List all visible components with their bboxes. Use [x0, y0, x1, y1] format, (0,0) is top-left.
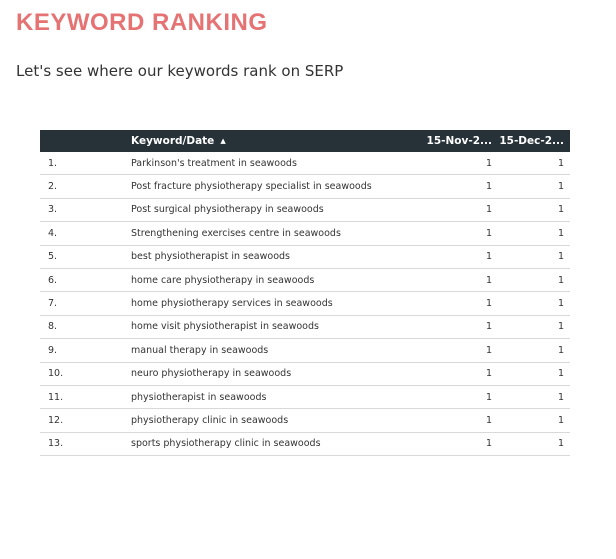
table-row — [40, 245, 570, 268]
row-rank-date-1: 1 — [422, 315, 498, 338]
row-rank-date-1: 1 — [422, 198, 498, 221]
row-index: 8. — [40, 315, 131, 338]
row-keyword: home visit physiotherapist in seawoods — [131, 315, 422, 338]
row-rank-date-1: 1 — [422, 292, 498, 315]
row-rank-date-2: 1 — [498, 315, 570, 338]
row-keyword: Strengthening exercises centre in seawoods — [131, 222, 422, 245]
column-header-index — [40, 130, 131, 152]
page-title: KEYWORD RANKING — [16, 9, 268, 36]
row-index: 1. — [40, 152, 131, 175]
table-header-row — [40, 130, 570, 152]
row-keyword: Post surgical physiotherapy in seawoods — [131, 198, 422, 221]
row-keyword: Post fracture physiotherapy specialist in seawoods — [131, 175, 422, 198]
column-header-date-2[interactable]: 15-Dec-2... — [498, 130, 570, 152]
row-keyword: physiotherapist in seawoods — [131, 385, 422, 408]
table-row — [40, 362, 570, 385]
row-keyword: home physiotherapy services in seawoods — [131, 292, 422, 315]
row-rank-date-1: 1 — [422, 245, 498, 268]
row-index: 13. — [40, 432, 131, 455]
row-rank-date-1: 1 — [422, 222, 498, 245]
column-header-keyword-label: Keyword/Date — [131, 135, 215, 147]
row-rank-date-1: 1 — [422, 339, 498, 362]
row-index: 9. — [40, 339, 131, 362]
row-keyword: physiotherapy clinic in seawoods — [131, 409, 422, 432]
row-rank-date-2: 1 — [498, 432, 570, 455]
row-keyword: Parkinson's treatment in seawoods — [131, 152, 422, 175]
table-row — [40, 409, 570, 432]
row-rank-date-1: 1 — [422, 268, 498, 291]
row-index: 7. — [40, 292, 131, 315]
row-rank-date-2: 1 — [498, 198, 570, 221]
row-index: 3. — [40, 198, 131, 221]
row-keyword: home care physiotherapy in seawoods — [131, 268, 422, 291]
row-rank-date-1: 1 — [422, 432, 498, 455]
keyword-ranking-table — [40, 130, 570, 456]
row-index: 11. — [40, 385, 131, 408]
column-header-keyword[interactable] — [131, 130, 422, 152]
row-rank-date-1: 1 — [422, 362, 498, 385]
table-row — [40, 222, 570, 245]
row-keyword: manual therapy in seawoods — [131, 339, 422, 362]
table-row — [40, 175, 570, 198]
row-index: 10. — [40, 362, 131, 385]
row-rank-date-2: 1 — [498, 362, 570, 385]
row-index: 4. — [40, 222, 131, 245]
row-keyword: sports physiotherapy clinic in seawoods — [131, 432, 422, 455]
row-rank-date-1: 1 — [422, 409, 498, 432]
sort-ascending-icon[interactable]: ▲ — [220, 137, 226, 145]
row-index: 6. — [40, 268, 131, 291]
row-rank-date-2: 1 — [498, 245, 570, 268]
row-rank-date-1: 1 — [422, 175, 498, 198]
table-row — [40, 198, 570, 221]
table-row — [40, 152, 570, 175]
row-rank-date-2: 1 — [498, 152, 570, 175]
row-index: 12. — [40, 409, 131, 432]
table-row — [40, 268, 570, 291]
row-rank-date-2: 1 — [498, 385, 570, 408]
row-keyword: best physiotherapist in seawoods — [131, 245, 422, 268]
row-rank-date-1: 1 — [422, 152, 498, 175]
row-rank-date-2: 1 — [498, 339, 570, 362]
row-rank-date-2: 1 — [498, 268, 570, 291]
row-rank-date-1: 1 — [422, 385, 498, 408]
row-index: 5. — [40, 245, 131, 268]
page-subtitle: Let's see where our keywords rank on SERP — [16, 62, 344, 80]
row-rank-date-2: 1 — [498, 222, 570, 245]
row-keyword: neuro physiotherapy in seawoods — [131, 362, 422, 385]
row-rank-date-2: 1 — [498, 409, 570, 432]
table-row — [40, 432, 570, 455]
table-row — [40, 292, 570, 315]
table-row — [40, 315, 570, 338]
row-rank-date-2: 1 — [498, 175, 570, 198]
row-index: 2. — [40, 175, 131, 198]
column-header-date-1[interactable]: 15-Nov-2... — [422, 130, 498, 152]
table-row — [40, 339, 570, 362]
table-row — [40, 385, 570, 408]
row-rank-date-2: 1 — [498, 292, 570, 315]
